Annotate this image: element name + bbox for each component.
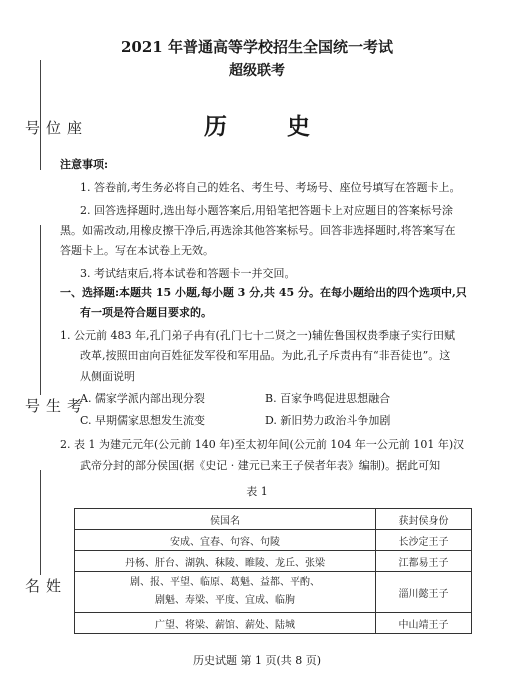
exam-number-label: 考生号 [23, 398, 83, 415]
notice-item-2-line-3: 答题卡上。写在本试卷上无效。 [60, 244, 214, 257]
table-cell-status: 江都易王子 [376, 551, 472, 572]
table-cell-status: 淄川懿王子 [376, 572, 472, 613]
name-label: 姓名 [23, 578, 62, 595]
table-cell-names-line-2: 剧魁、寿梁、平度、宜成、临朐 [155, 595, 295, 606]
page-footer: 历史试题 第 1 页(共 8 页) [192, 654, 322, 667]
q1-option-b: B. 百家争鸣促进思想融合 [265, 392, 391, 405]
table-cell-names: 安成、宜春、句容、句陵 [75, 530, 376, 551]
seat-label: 座位号 [23, 120, 83, 137]
table-row [75, 551, 472, 572]
q2-line-2: 武帝分封的部分侯国(据《史记 · 建元已来王子侯者年表》编制)。据此可知 [80, 459, 441, 472]
q2-line-1: 2. 表 1 为建元元年(公元前 140 年)至太初年间(公元前 104 年一公元前 101 年)汉 [60, 438, 465, 451]
section-1-line-1: 一、选择题:本题共 15 小题,每小题 3 分,共 45 分。在每小题给出的四个选项中,只 [60, 286, 467, 299]
notice-heading: 注意事项: [60, 158, 109, 171]
q1-line-1: 1. 公元前 483 年,孔门弟子冉有(孔门七十二贤之一)辅佐鲁国权贵季康子实行田赋 [60, 329, 456, 342]
notice-item-2-line-1: 2. 回答选择题时,选出每小题答案后,用铅笔把答题卡上对应题目的答案标号涂 [80, 204, 453, 217]
table-row [75, 572, 472, 613]
exam-number-line [40, 225, 41, 395]
q1-line-2: 改革,按照田亩向百姓征发军役和军用品。为此,孔子斥责冉有“非吾徒也”。这 [80, 349, 451, 362]
section-1-line-2: 有一项是符合题目要求的。 [80, 306, 212, 319]
table-row [75, 613, 472, 634]
table-cell-status: 长沙定王子 [376, 530, 472, 551]
q1-option-d: D. 新旧势力政治斗争加剧 [265, 414, 391, 427]
table-1 [74, 508, 472, 634]
q1-option-a: A. 儒家学派内部出现分裂 [80, 392, 205, 405]
q1-line-3: 从侧面说明 [80, 370, 135, 383]
table-header-state: 侯国名 [75, 509, 376, 530]
notice-item-3: 3. 考试结束后,将本试卷和答题卡一并交回。 [80, 267, 296, 280]
table-header-status: 获封侯身份 [376, 509, 472, 530]
table-cell-names: 广望、将梁、薪馆、薪处、陆城 [75, 613, 376, 634]
table-caption: 表 1 [246, 485, 268, 498]
exam-subtitle: 超级联考 [229, 63, 285, 79]
notice-item-2-line-2: 黑。如需改动,用橡皮擦干净后,再选涂其他答案标号。回答非选择题时,将答案写在 [60, 224, 456, 237]
table-cell-names [75, 572, 376, 613]
table-row [75, 530, 472, 551]
subject-title: 历 史 [203, 113, 336, 140]
table-cell-status: 中山靖王子 [376, 613, 472, 634]
exam-title: 2021 年普通高等学校招生全国统一考试 [121, 38, 393, 56]
table-header-row [75, 509, 472, 530]
notice-item-1: 1. 答卷前,考生务必将自己的姓名、考生号、考场号、座位号填写在答题卡上。 [80, 181, 461, 194]
table-cell-names: 丹杨、肝台、湖孰、秣陵、睢陵、龙丘、张梁 [75, 551, 376, 572]
q1-option-c: C. 早期儒家思想发生流变 [80, 414, 206, 427]
table-cell-names-line-1: 剧、报、平望、临原、葛魁、益都、平酌、 [130, 577, 320, 588]
